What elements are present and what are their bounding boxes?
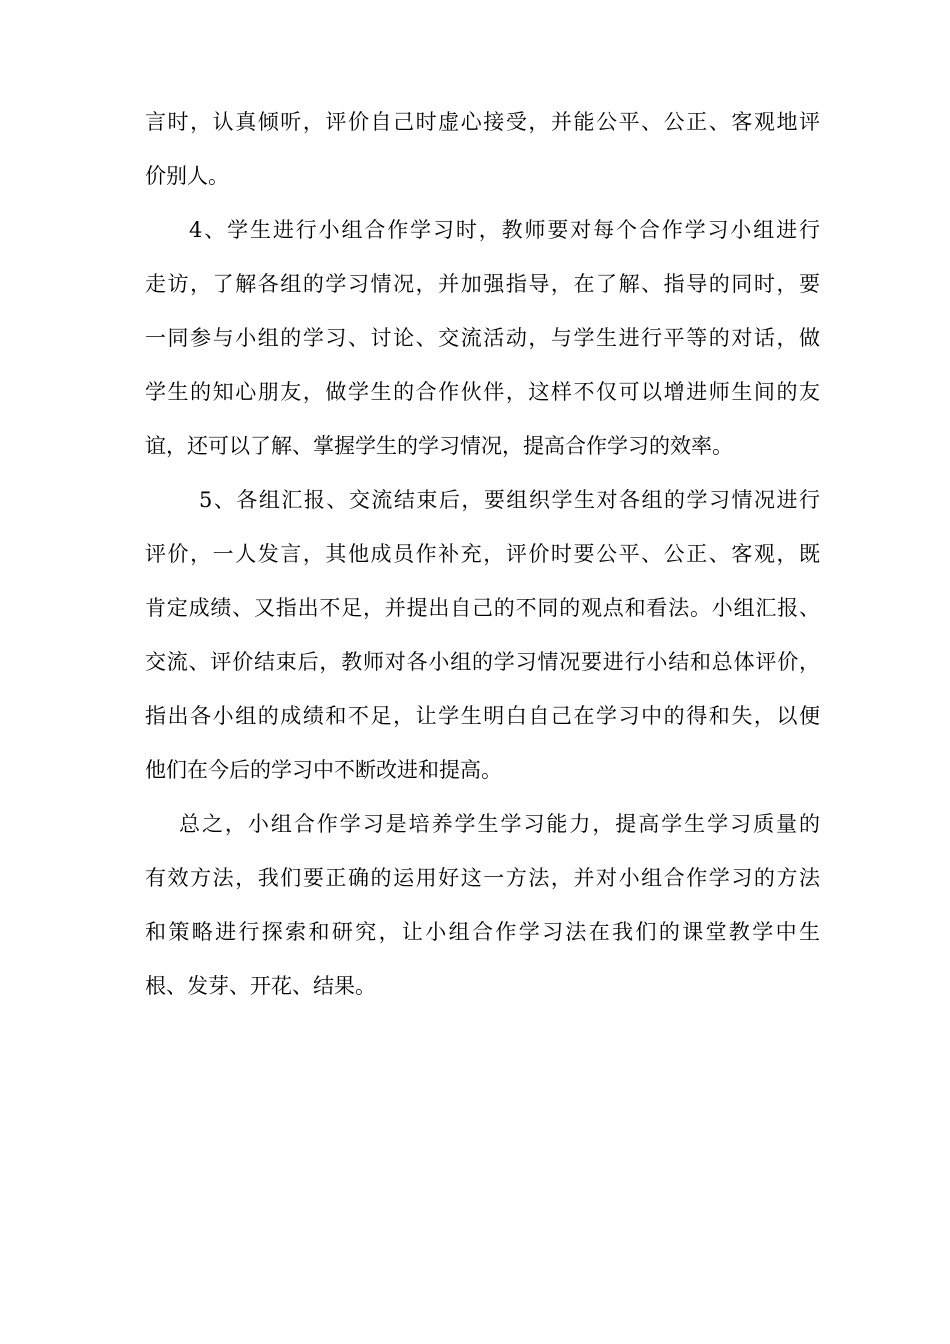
- text-line: 交流、评价结束后，教师对各小组的学习情况要进行小结和总体评价，: [145, 650, 820, 674]
- text-line: 和策略进行探索和研究，让小组合作学习法在我们的课堂教学中生: [145, 920, 820, 944]
- text-line: 指出各小组的成绩和不足，让学生明白自己在学习中的得和失，以便: [145, 704, 820, 728]
- text-line: 价别人。: [145, 164, 229, 188]
- paragraph-item-5: [145, 473, 820, 797]
- text-line: 一同参与小组的学习、讨论、交流活动，与学生进行平等的对话，做: [145, 326, 820, 350]
- paragraph-summary: [145, 797, 820, 1013]
- document-body: [145, 95, 820, 1013]
- text-line: 总之，小组合作学习是培养学生学习能力，提高学生学习质量的: [179, 812, 820, 836]
- text-line: 谊，还可以了解、掌握学生的学习情况，提高合作学习的效率。: [145, 434, 733, 458]
- text-line: 学生的知心朋友，做学生的合作伙伴，这样不仅可以增进师生间的友: [145, 380, 820, 404]
- paragraph-continuation: [145, 95, 820, 203]
- text-line: 有效方法，我们要正确的运用好这一方法，并对小组合作学习的方法: [145, 866, 820, 890]
- text-line: 他们在今后的学习中不断改进和提高。: [145, 758, 502, 782]
- text-line: 5、各组汇报、交流结束后，要组织学生对各组的学习情况进行: [199, 488, 820, 512]
- text-line: 肯定成绩、又指出不足，并提出自己的不同的观点和看法。小组汇报、: [145, 596, 820, 620]
- text-line: 走访，了解各组的学习情况，并加强指导，在了解、指导的同时，要: [145, 272, 820, 296]
- text-line: 评价，一人发言，其他成员作补充，评价时要公平、公正、客观，既: [145, 542, 820, 566]
- text-line: 根、发芽、开花、结果。: [145, 974, 376, 998]
- text-line: 言时，认真倾听，评价自己时虚心接受，并能公平、公正、客观地评: [145, 110, 820, 134]
- paragraph-item-4: [145, 203, 820, 473]
- text-line: 4、学生进行小组合作学习时，教师要对每个合作学习小组进行: [189, 218, 820, 242]
